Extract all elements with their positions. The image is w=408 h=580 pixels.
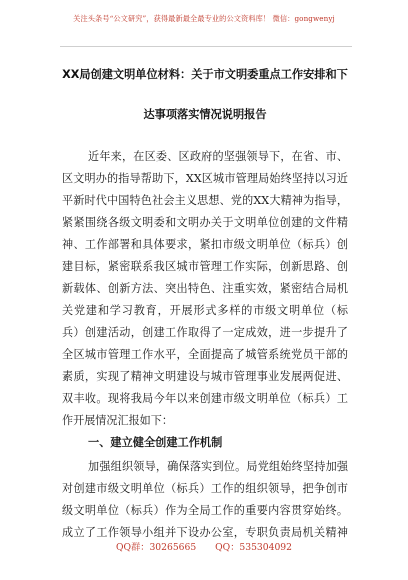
paragraph-line: 建目标，紧密联系我区城市管理工作实际，创新思路、创: [62, 260, 348, 273]
paragraph-line: 双丰收。现将我局今年以来创建市级文明单位（标兵）工: [62, 392, 348, 405]
footer-qq: QQ：535304092: [215, 542, 292, 553]
paragraph-line: 关党建和学习教育，开展形式多样的市级文明单位（标: [62, 304, 348, 317]
document-body: [62, 0, 348, 580]
paragraph-line: 全区城市管理工作水平，全面提高了城管系统党员干部的: [62, 348, 348, 361]
paragraph-line: 区文明办的指导帮助下，XX区城市管理局始终坚持以习近: [62, 172, 348, 185]
paragraph-line: 平新时代中国特色社会主义思想、党的XX大精神为指导，: [62, 194, 348, 207]
footer-contact: [0, 539, 408, 553]
section-heading: 一、建立健全创建工作机制: [88, 436, 223, 449]
paragraph-line: 级文明单位（标兵）作为全局工作的重要内容贯穿始终。: [62, 504, 348, 517]
header-note: 关注头条号“公文研究”，获得最新最全最专业的公文资料库！ 微信：gongwenyj: [73, 14, 335, 23]
footer-qq-group: QQ群：30265665: [116, 542, 197, 553]
paragraph-line: 作开展情况汇报如下：: [62, 414, 173, 427]
paragraph-line: 成立了工作领导小组并下设办公室，专职负责局机关精神: [62, 526, 348, 539]
paragraph-line: 素质，实现了精神文明建设与城市管理事业发展两促进、: [62, 370, 348, 383]
document-title-line-1: XX局创建文明单位材料：关于市文明委重点工作安排和下: [62, 68, 348, 81]
paragraph-line: 紧紧围绕各级文明委和文明办关于文明单位创建的文件精: [62, 216, 348, 229]
paragraph-line: 对创建市级文明单位（标兵）工作的组织领导，把争创市: [62, 482, 348, 495]
paragraph-line: 近年来，在区委、区政府的坚强领导下，在省、市、: [88, 150, 348, 163]
paragraph-line: 神、工作部署和具体要求，紧扣市级文明单位（标兵）创: [62, 238, 348, 251]
paragraph-line: 加强组织领导，确保落实到位。局党组始终坚持加强: [88, 460, 348, 473]
document-title-line-2: 达事项落实情况说明报告: [143, 108, 267, 121]
paragraph-line: 兵）创建活动，创建工作取得了一定成效，进一步提升了: [62, 326, 348, 339]
paragraph-line: 新载体、创新方法、突出特色、注重实效，紧密结合局机: [62, 282, 348, 295]
